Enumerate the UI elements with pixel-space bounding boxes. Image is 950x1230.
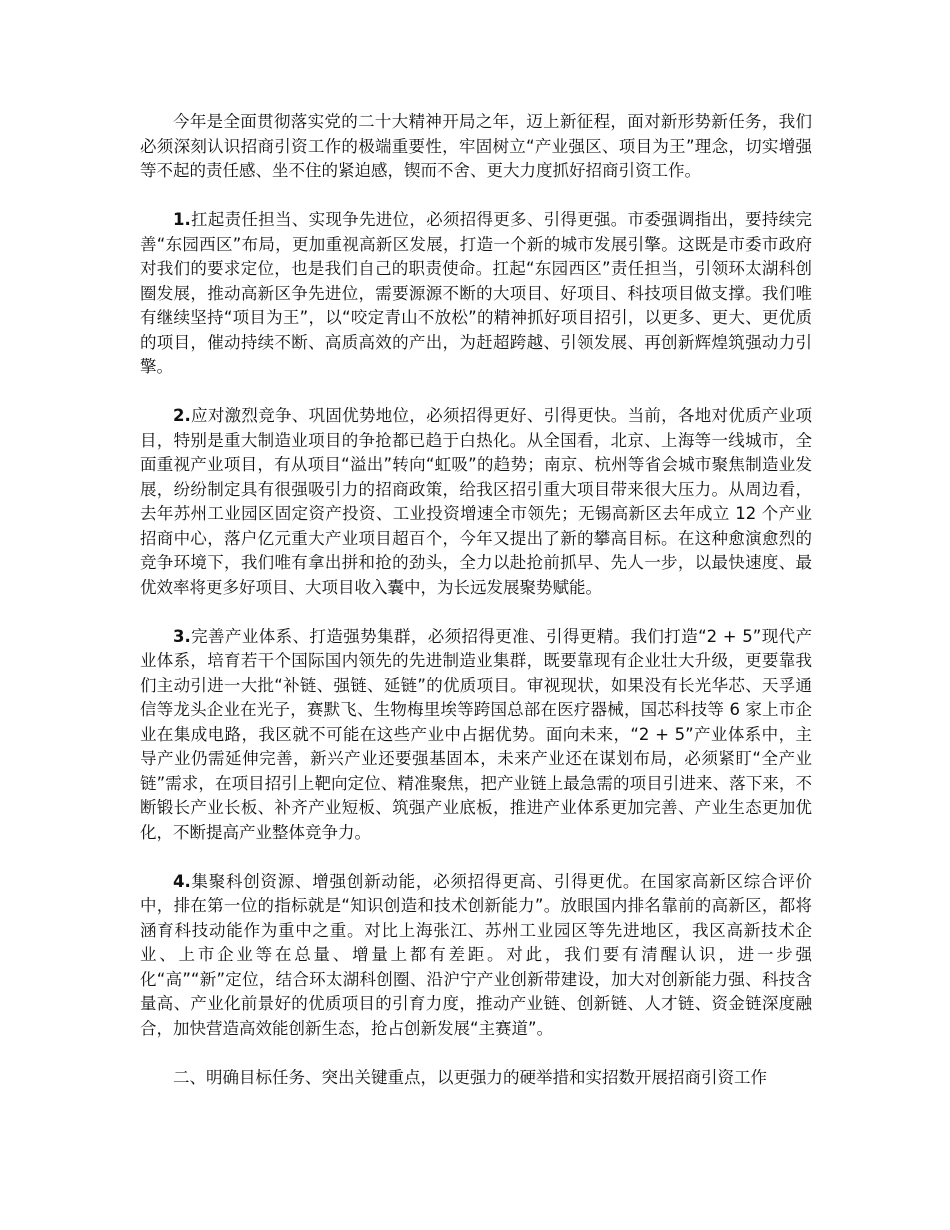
paragraph-number: 2.: [173, 406, 191, 425]
paragraph-point-3: [140, 625, 812, 846]
paragraph-text: 完善产业体系、打造强势集群，必须招得更准、引得更精。我们打造“2 + 5”现代产业体系，培育若干个国际国内领先的先进制造业集群，既要靠现有企业壮大升级，更要靠我们主动引进一大批“补链、强链、延链”的优质项目。审视现状，如果没有长光华芯、天孚通信等龙头企业在光子，赛默飞、生物梅里埃等跨国总部在医疗器械，国芯科技等 6 家上市企业在集成电路，我区就不可能在这些产业中占据优势。面向未来，“2 + 5”产业体系中，主导产业仍需延伸完善，新兴产业还要强基固本，未来产业还在谋划布局，必须紧盯“全产业链”需求，在项目招引上靶向定位、精准聚焦，把产业链上最急需的项目引进来、落下来，不断锻长产业长板、补齐产业短板、筑强产业底板，推进产业体系更加完善、产业生态更加优化，不断提高产业整体竞争力。: [140, 626, 812, 842]
paragraph-number: 4.: [173, 871, 191, 891]
paragraph-number: 3.: [173, 626, 191, 646]
paragraph-text: 应对激烈竞争、巩固优势地位，必须招得更好、引得更快。当前，各地对优质产业项目，特别是重大制造业项目的争抢都已趋于白热化。从全国看，北京、上海等一线城市，全面重视产业项目，有从项目“溢出”转向“虹吸”的趋势；南京、杭州等省会城市聚焦制造业发展，纷纷制定具有很强吸引力的招商政策，给我区招引重大项目带来很大压力。从周边看，去年苏州工业园区固定资产投资、工业投资增速全市领先；无锡高新区去年成立 12 个产业招商中心，落户亿元重大产业项目超百个，今年又提出了新的攀高目标。在这种愈演愈烈的竞争环境下，我们唯有拿出拼和抢的劲头，全力以赴抢前抓早、先人一步，以最快速度、最优效率将更多好项目、大项目收入囊中，为长远发展聚势赋能。: [140, 406, 812, 597]
document-body: [140, 110, 812, 1115]
paragraph-point-2: [140, 404, 812, 600]
paragraph-text: 二、明确目标任务、突出关键重点，以更强力的硬举措和实招数开展招商引资工作: [173, 1067, 767, 1087]
paragraph-text: 今年是全面贯彻落实党的二十大精神开局之年，迈上新征程，面对新形势新任务，我们必须深刻认识招商引资工作的极端重要性，牢固树立“产业强区、项目为王”理念，切实增强等不起的责任感、坐不住的紧迫感，锲而不舍、更大力度抓好招商引资工作。: [140, 112, 812, 180]
paragraph-intro: [140, 110, 812, 184]
paragraph-number: 1.: [173, 210, 191, 229]
section-heading-2: [140, 1066, 812, 1091]
paragraph-point-1: [140, 208, 812, 380]
paragraph-text: 集聚科创资源、增强创新动能，必须招得更高、引得更优。在国家高新区综合评价中，排在第一位的指标就是“知识创造和技术创新能力”。放眼国内排名靠前的高新区，都将涵育科技动能作为重中之重。对比上海张江、苏州工业园区等先进地区，我区高新技术企业、上市企业等在总量、增量上都有差距。对此，我们要有清醒认识，进一步强化“高”“新”定位，结合环太湖科创圈、沿沪宁产业创新带建设，加大对创新能力强、科技含量高、产业化前景好的优质项目的引育力度，推动产业链、创新链、人才链、资金链深度融合，加快营造高效能创新生态，抢占创新发展“主赛道”。: [140, 871, 812, 1038]
paragraph-text: 扛起责任担当、实现争先进位，必须招得更多、引得更强。市委强调指出，要持续完善“东园西区”布局，更加重视高新区发展，打造一个新的城市发展引擎。这既是市委市政府对我们的要求定位，也是我们自己的职责使命。扛起“东园西区”责任担当，引领环太湖科创圈发展，推动高新区争先进位，需要源源不断的大项目、好项目、科技项目做支撑。我们唯有继续坚持“项目为王”，以“咬定青山不放松”的精神抓好项目招引，以更多、更大、更优质的项目，催动持续不断、高质高效的产出，为赶超跨越、引领发展、再创新辉煌筑强动力引擎。: [140, 210, 812, 376]
paragraph-point-4: [140, 870, 812, 1042]
